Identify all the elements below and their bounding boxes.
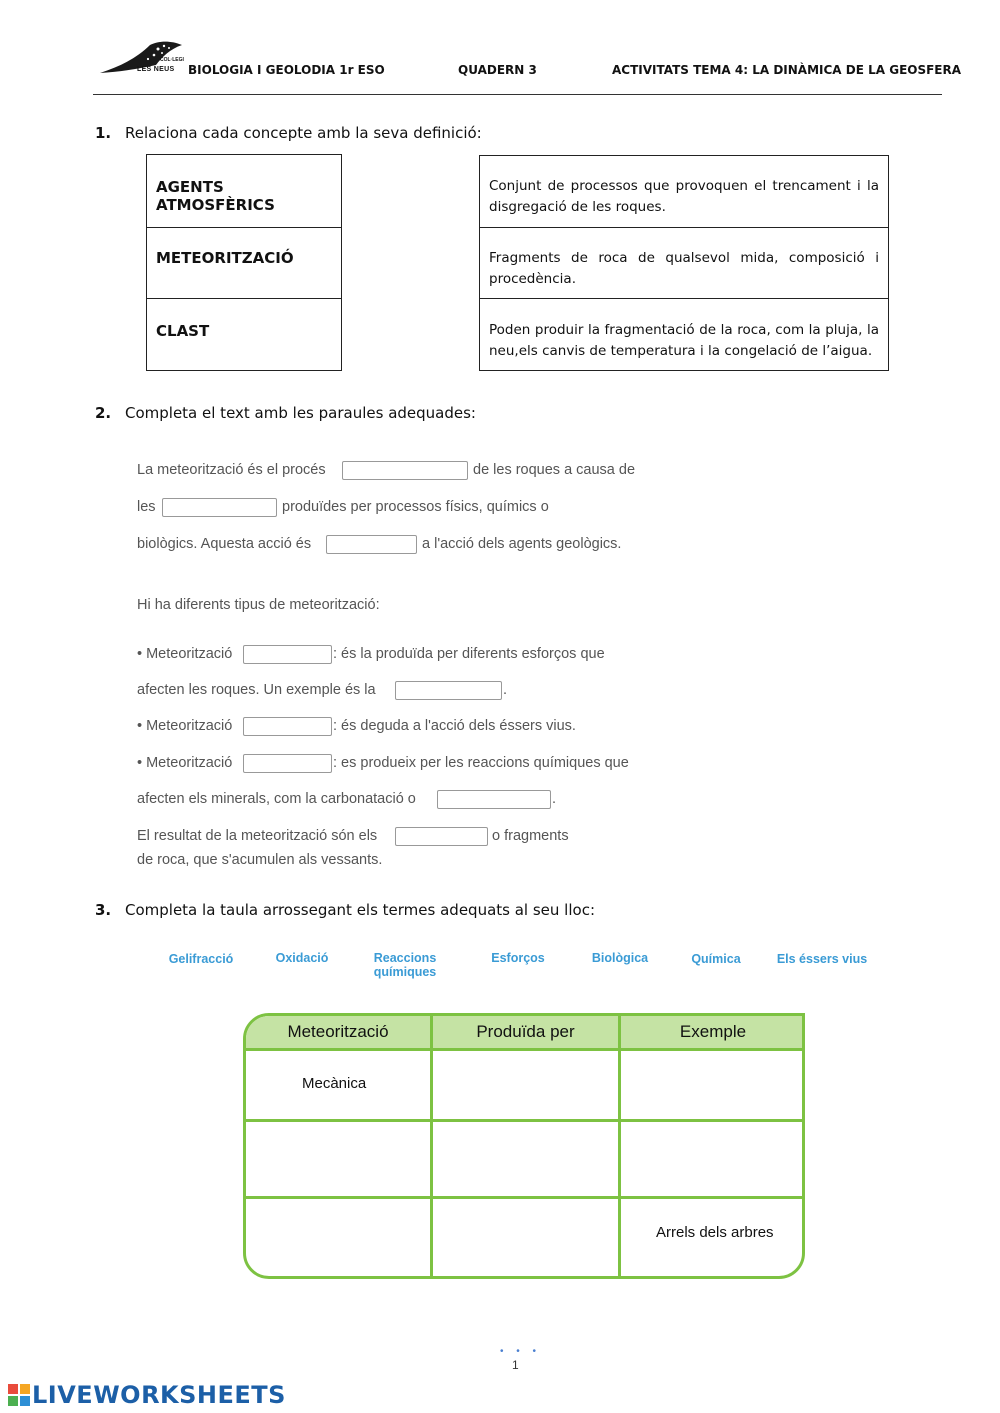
- school-name: LES NEUS: [137, 66, 175, 73]
- fill-text: afecten els minerals, com la carbonatació o: [137, 791, 416, 807]
- q1-prompt: Relaciona cada concepte amb la seva definició:: [125, 124, 482, 142]
- q3-number: 3.: [95, 901, 112, 919]
- drag-term-reaccions-quimiques[interactable]: [362, 951, 448, 979]
- blank-3[interactable]: [326, 535, 417, 554]
- drop-zone-r2-c2[interactable]: [433, 1122, 618, 1196]
- definition-divider: [480, 298, 888, 299]
- definition-divider: [480, 227, 888, 228]
- header-quadern: QUADERN 3: [458, 63, 537, 77]
- fill-text: a l'acció dels agents geològics.: [422, 536, 622, 552]
- header-exemple: Exemple: [679, 1022, 747, 1041]
- term-line: químiques: [373, 965, 437, 979]
- q3-prompt: Completa la taula arrossegant els termes adequats al seu lloc:: [125, 901, 595, 919]
- page-number: 1: [512, 1358, 519, 1372]
- drag-term-oxidacio[interactable]: Oxidació: [275, 951, 329, 965]
- concept-divider: [147, 298, 341, 299]
- blank-5[interactable]: [395, 681, 502, 700]
- fill-text: les: [137, 499, 156, 515]
- drag-term-biologica[interactable]: Biològica: [591, 951, 649, 965]
- fill-text: .: [503, 682, 508, 698]
- term-line: Reaccions: [373, 951, 437, 965]
- liveworksheets-wordmark: LIVEWORKSHEETS: [32, 1381, 286, 1409]
- liveworksheets-logo-icon: [8, 1384, 30, 1406]
- definition-1[interactable]: Conjunt de processos que provoquen el trencament i la disgregació de les roques.: [489, 178, 879, 215]
- blank-9[interactable]: [395, 827, 488, 846]
- drag-term-essers-vius[interactable]: Els éssers vius: [776, 952, 868, 966]
- definitions-box: [479, 155, 889, 371]
- concept-agents-atmosferics[interactable]: AGENTS ATMOSFÈRICS: [156, 178, 275, 214]
- blank-1[interactable]: [342, 461, 468, 480]
- q1-number: 1.: [95, 124, 112, 142]
- blank-2[interactable]: [162, 498, 277, 517]
- header-meteoritzacio: Meteorització: [287, 1022, 389, 1041]
- drop-zone-r1-c3[interactable]: [621, 1051, 802, 1119]
- fill-text: .: [552, 791, 557, 807]
- drop-zone-r2-c3[interactable]: [621, 1122, 802, 1196]
- definition-3[interactable]: Poden produir la fragmentació de la roca, com la pluja, la neu,els canvis de temperatura i la congelació de l’aigua.: [489, 322, 879, 359]
- fill-text: El resultat de la meteorització són els: [137, 828, 378, 844]
- drag-term-quimica[interactable]: Química: [691, 952, 741, 966]
- drop-zone-r2-c1[interactable]: [246, 1122, 430, 1196]
- fill-text: : és deguda a l'acció dels éssers vius.: [333, 718, 576, 734]
- school-sub: COL·LEGI: [160, 57, 184, 63]
- blank-4[interactable]: [243, 645, 332, 664]
- fill-text: Hi ha diferents tipus de meteorització:: [137, 597, 380, 613]
- fill-text: de les roques a causa de: [473, 462, 636, 478]
- cell-mecanica: Mecànica: [302, 1075, 367, 1092]
- fill-text: : es produeix per les reaccions químiques que: [333, 755, 629, 771]
- fill-text: • Meteorització: [137, 718, 233, 734]
- fill-text: : és la produïda per diferents esforços que: [333, 646, 605, 662]
- header-produida-per: Produïda per: [476, 1022, 575, 1041]
- weathering-table: [243, 1013, 805, 1279]
- header-subject: BIOLOGIA I GEOLODIA 1r ESO: [188, 63, 385, 77]
- drag-term-gelifraccio[interactable]: Gelifracció: [168, 952, 234, 966]
- blank-6[interactable]: [243, 717, 332, 736]
- fill-text: produïdes per processos físics, químics o: [282, 499, 549, 515]
- blank-7[interactable]: [243, 754, 332, 773]
- fill-text: • Meteorització: [137, 646, 233, 662]
- fill-text: o fragments: [492, 828, 569, 844]
- q2-prompt: Completa el text amb les paraules adequades:: [125, 404, 476, 422]
- fill-text: La meteorització és el procés: [137, 462, 326, 478]
- fill-text: • Meteorització: [137, 755, 233, 771]
- drop-zone-r3-c2[interactable]: [433, 1199, 618, 1276]
- definition-2[interactable]: Fragments de roca de qualsevol mida, composició i procedència.: [489, 250, 879, 287]
- fill-text: biològics. Aquesta acció és: [137, 536, 312, 552]
- drop-zone-r3-c1[interactable]: [246, 1199, 430, 1276]
- blank-8[interactable]: [437, 790, 551, 809]
- fill-text: afecten les roques. Un exemple és la: [137, 682, 376, 698]
- drag-term-esforcos[interactable]: Esforços: [491, 951, 545, 965]
- concept-clast[interactable]: CLAST: [156, 322, 210, 340]
- concept-divider: [147, 227, 341, 228]
- header-divider: [93, 94, 942, 95]
- fill-text: de roca, que s'acumulen als vessants.: [137, 852, 383, 868]
- concept-meteoritzacio[interactable]: METEORITZACIÓ: [156, 249, 294, 267]
- header-activity: ACTIVITATS TEMA 4: LA DINÀMICA DE LA GEOSFERA: [612, 63, 962, 77]
- page-dots: • • •: [500, 1346, 542, 1357]
- liveworksheets-brand: [8, 1381, 286, 1409]
- cell-arrels-dels-arbres: Arrels dels arbres: [656, 1224, 774, 1241]
- drop-zone-r1-c2[interactable]: [433, 1051, 618, 1119]
- concepts-box: [146, 154, 342, 371]
- q2-number: 2.: [95, 404, 112, 422]
